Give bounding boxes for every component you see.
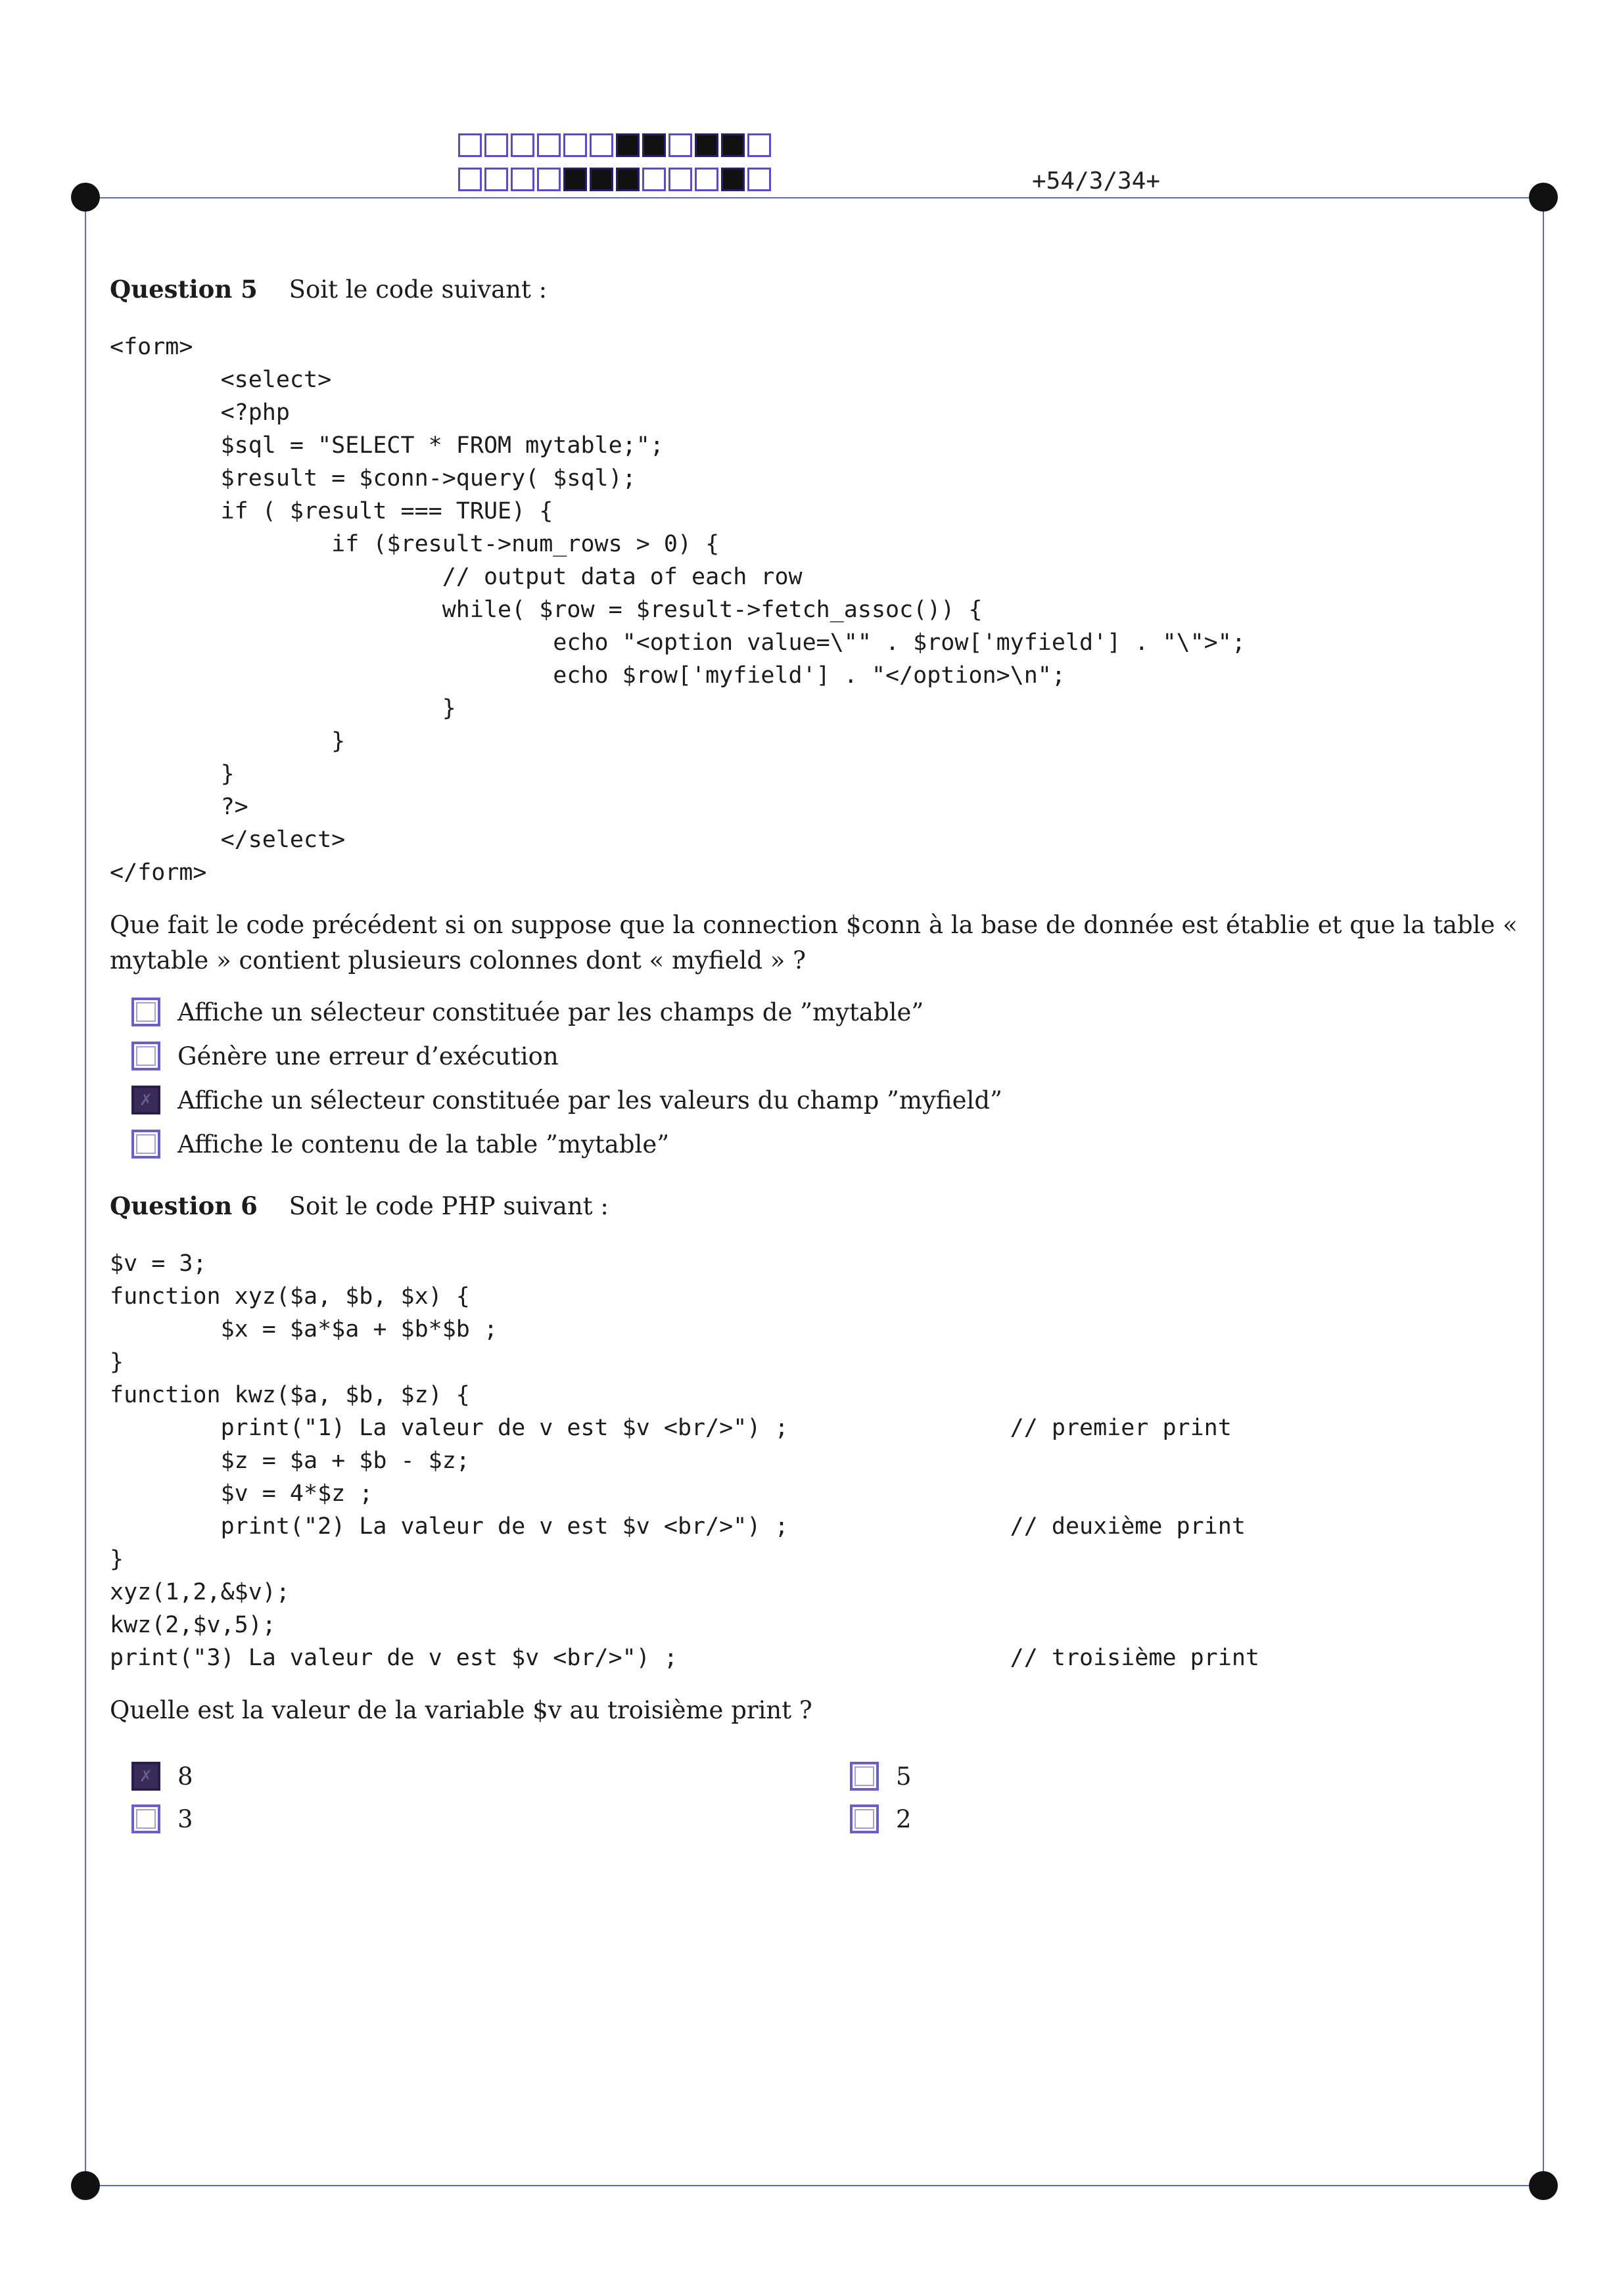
barcode-cell (721, 133, 745, 157)
barcode-cell (537, 133, 561, 157)
checkbox[interactable] (131, 1130, 160, 1159)
frame-right-line (1543, 197, 1544, 2186)
corner-mark-bottom-left (71, 2171, 100, 2200)
q5-answer-2[interactable] (131, 1042, 559, 1070)
barcode-cell (642, 133, 666, 157)
checkbox[interactable] (850, 1804, 879, 1833)
q6-answer-4[interactable] (850, 1804, 912, 1833)
checkbox[interactable] (131, 1042, 160, 1070)
corner-mark-bottom-right (1529, 2171, 1558, 2200)
question-5-header (110, 275, 547, 304)
barcode-cell (458, 168, 482, 191)
page-code: +54/3/34+ (1032, 168, 1161, 195)
barcode-cell (484, 168, 508, 191)
question-6-label: Question 6 (110, 1191, 258, 1220)
checkbox[interactable] (850, 1762, 879, 1791)
barcode-cell (642, 168, 666, 191)
check-mark-icon: ✗ (139, 1091, 153, 1109)
checkbox-checked[interactable] (131, 1086, 160, 1114)
barcode-row-1 (458, 133, 774, 157)
barcode-cell (616, 168, 640, 191)
barcode-cell (537, 168, 561, 191)
barcode-cell (563, 168, 587, 191)
q5-answer-1[interactable] (131, 998, 924, 1026)
answer-label: 2 (896, 1804, 912, 1833)
answer-label: 5 (896, 1762, 912, 1791)
corner-mark-top-right (1529, 183, 1558, 212)
barcode-cell (616, 133, 640, 157)
check-mark-icon: ✗ (139, 1767, 153, 1785)
q6-answer-1[interactable] (131, 1762, 193, 1791)
barcode-cell (511, 168, 534, 191)
question-5-label: Question 5 (110, 275, 258, 304)
answer-label: Affiche un sélecteur constituée par les champs de ”mytable” (177, 998, 924, 1026)
q5-answer-3[interactable] (131, 1086, 1002, 1114)
checkbox-checked[interactable] (131, 1762, 160, 1791)
question-6-code: $v = 3; function xyz($a, $b, $x) { $x = $a*$a + $b*$b ; } function kwz($a, $b, $z) { print("1) La valeur de v est $v <br/>") ; // premier print $z = $a + $b - $z; $v = 4*$z ; print("2) La valeur de v est $v <br/>") ; // deuxième print } xyz(1,2,&$v); kwz(2,$v,5); print("3) La valeur de v est $v <br/>") ; // troisième print (110, 1251, 1259, 1671)
barcode-cell (668, 168, 692, 191)
barcode-cell (721, 168, 745, 191)
question-6-header (110, 1191, 609, 1220)
barcode-cell (747, 168, 771, 191)
barcode-cell (511, 133, 534, 157)
frame-bottom-line (85, 2185, 1543, 2186)
answer-label: Génère une erreur d’exécution (177, 1042, 559, 1070)
question-5-code: <form> <select> <?php $sql = "SELECT * FROM mytable;"; $result = $conn->query( $sql); if ( $result === TRUE) { if ($result->num_rows > 0) { // output data of each row while( $row = $result->fetch_assoc()) { echo "<option value=\"" . $row['myfield'] . "\">"; echo $row['myfield'] . "</option>\n"; } } } ?> </select> </form> (110, 334, 1246, 886)
checkbox[interactable] (131, 998, 160, 1026)
question-5-text: Que fait le code précédent si on suppose que la connection $conn à la base de donnée est établie et que la table « mytable » contient plusieurs colonnes dont « myfield » ? (110, 911, 1518, 975)
barcode-cell (695, 168, 718, 191)
question-6-text: Quelle est la valeur de la variable $v au troisième print ? (110, 1696, 812, 1724)
question-6-intro: Soit le code PHP suivant : (289, 1192, 609, 1220)
question-5-intro: Soit le code suivant : (289, 275, 548, 304)
checkbox[interactable] (131, 1804, 160, 1833)
barcode-cell (747, 133, 771, 157)
frame-top-line (85, 197, 1543, 198)
frame-left-line (85, 197, 86, 2186)
q6-answer-2[interactable] (850, 1762, 912, 1791)
barcode-cell (590, 133, 613, 157)
answer-label: 8 (177, 1762, 193, 1791)
q5-answer-4[interactable] (131, 1130, 669, 1159)
barcode-cell (590, 168, 613, 191)
barcode-cell (668, 133, 692, 157)
barcode-cell (563, 133, 587, 157)
barcode-cell (458, 133, 482, 157)
barcode-cell (484, 133, 508, 157)
answer-label: 3 (177, 1804, 193, 1833)
answer-label: Affiche le contenu de la table ”mytable” (177, 1130, 670, 1159)
barcode-row-2 (458, 168, 774, 191)
answer-label: Affiche un sélecteur constituée par les valeurs du champ ”myfield” (177, 1086, 1002, 1114)
q6-answer-3[interactable] (131, 1804, 193, 1833)
corner-mark-top-left (71, 183, 100, 212)
barcode-cell (695, 133, 718, 157)
